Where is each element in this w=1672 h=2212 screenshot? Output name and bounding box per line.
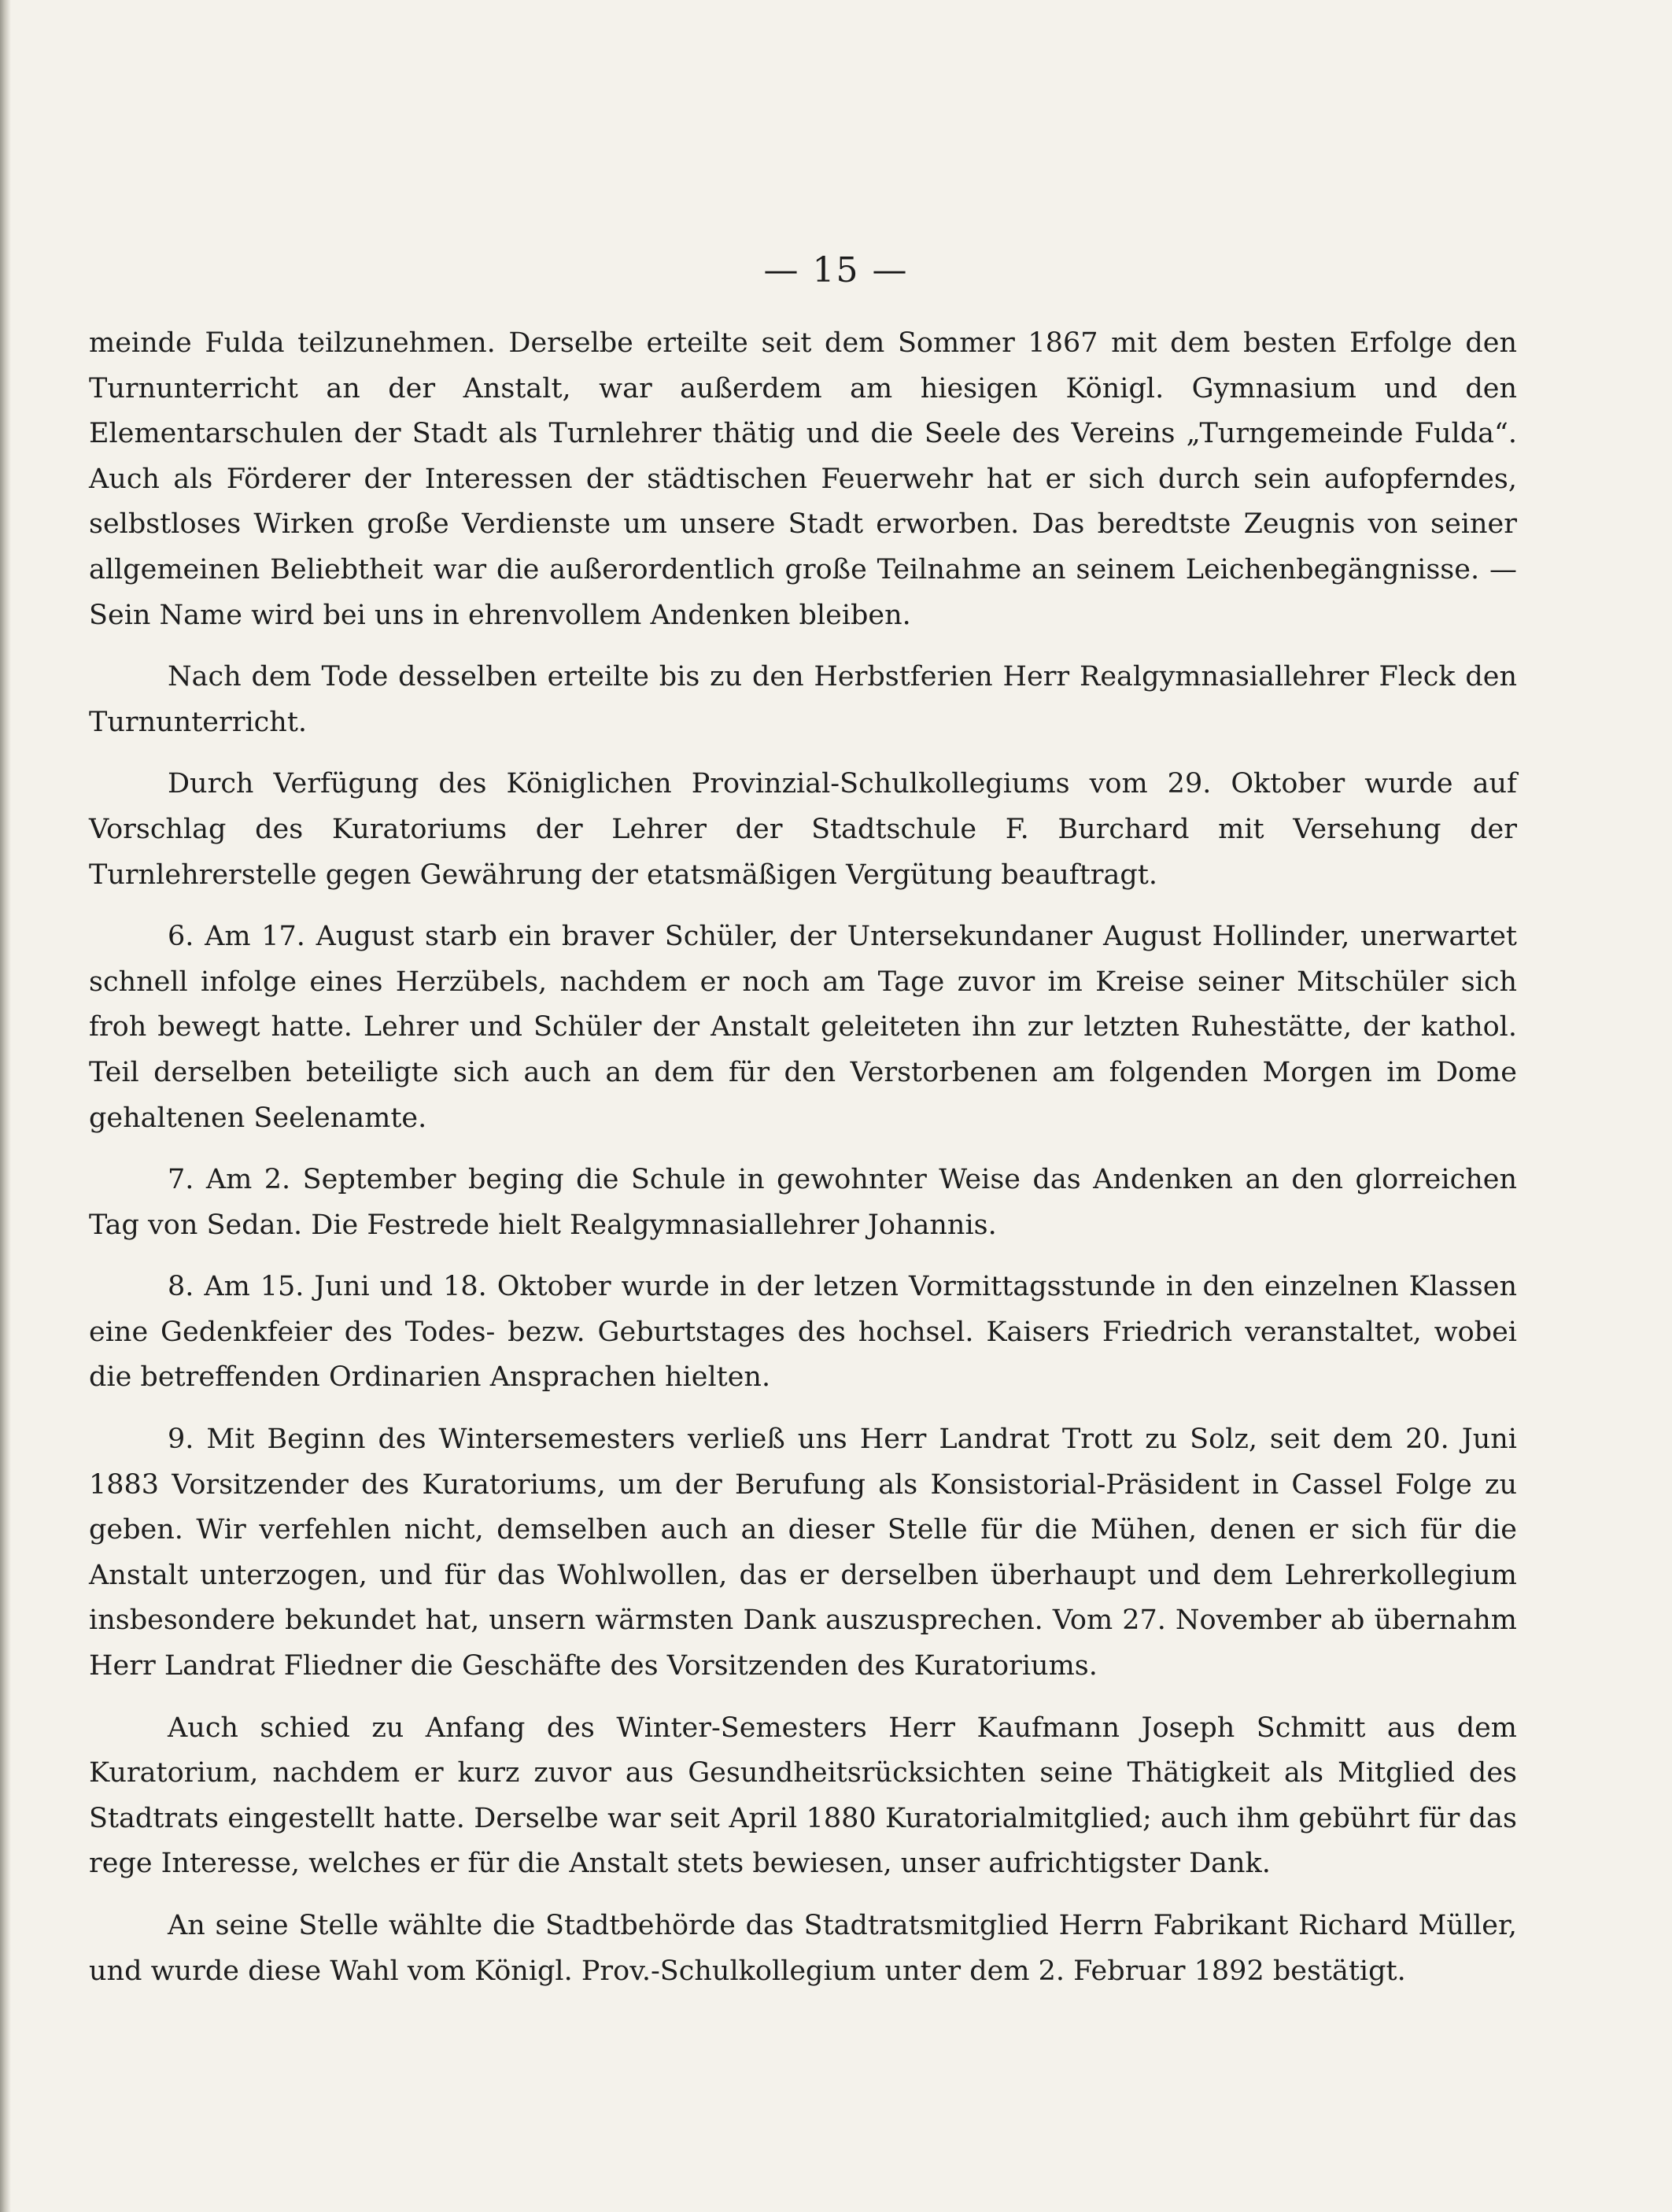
paragraph-continuation: meinde Fulda teilzunehmen. Derselbe erteilte seit dem Sommer 1867 mit dem besten Erfolge den Turnunterricht an der Anstalt, war außerdem am hiesigen Königl. Gymnasium und den Elementarschulen der Stadt als Turnlehrer thätig und die Seele des Vereins „Turngemeinde Fulda“. Auch als Förderer der Interessen der städtischen Feuerwehr hat er sich durch sein aufopferndes, selbstloses Wirken große Verdienste um unsere Stadt erworben. Das beredtste Zeugnis von seiner allgemeinen Beliebtheit war die außerordentlich große Teilnahme an seinem Leichenbegängnisse. — Sein Name wird bei uns in ehrenvollem Andenken bleiben. [89,327,1517,631]
page-number-header: — 15 — [763,250,909,290]
page-body [89,321,1517,2011]
paragraph-schmitt: Auch schied zu Anfang des Winter-Semesters Herr Kaufmann Joseph Schmitt aus dem Kuratorium, nachdem er kurz zuvor aus Gesundheitsrücksichten seine Thätigkeit als Mitglied des Stadtrats eingestellt hatte. Derselbe war seit April 1880 Kuratorialmitglied; auch ihm gebührt für das rege Interesse, welches er für die Anstalt stets bewiesen, unser aufrichtigster Dank. [89,1712,1517,1880]
paragraph-burchard: Durch Verfügung des Königlichen Provinzial-Schulkollegiums vom 29. Oktober wurde auf Vorschlag des Kuratoriums der Lehrer der Stadtschule F. Burchard mit Versehung der Turnlehrerstelle gegen Gewährung der etatsmäßigen Vergütung beauftragt. [89,768,1517,891]
paragraph-item-7: 7. Am 2. September beging die Schule in gewohnter Weise das Andenken an den glorreichen Tag von Sedan. Die Festrede hielt Realgymnasiallehrer Johannis. [89,1164,1517,1241]
paragraph-fleck: Nach dem Tode desselben erteilte bis zu den Herbstferien Herr Realgymnasiallehrer Fleck den Turnunterricht. [89,661,1517,738]
page-binding-edge [0,0,11,2212]
paragraph-item-6: 6. Am 17. August starb ein braver Schüler, der Untersekundaner August Hollinder, unerwartet schnell infolge eines Herzübels, nachdem er noch am Tage zuvor im Kreise seiner Mitschüler sich froh bewegt hatte. Lehrer und Schüler der Anstalt geleiteten ihn zur letzten Ruhestätte, der kathol. Teil derselben beteiligte sich auch an dem für den Verstorbenen am folgenden Morgen im Dome gehaltenen Seelenamte. [89,921,1517,1134]
paragraph-item-9: 9. Mit Beginn des Wintersemesters verließ uns Herr Landrat Trott zu Solz, seit dem 20. Juni 1883 Vorsitzender des Kuratoriums, um der Berufung als Konsistorial-Präsident in Cassel Folge zu geben. Wir verfehlen nicht, demselben auch an dieser Stelle für die Mühen, denen er sich für die Anstalt unterzogen, und für das Wohlwollen, das er derselben überhaupt und dem Lehrerkollegium insbesondere bekundet hat, unsern wärmsten Dank auszusprechen. Vom 27. November ab übernahm Herr Landrat Fliedner die Geschäfte des Vorsitzenden des Kuratoriums. [89,1424,1517,1682]
paragraph-mueller: An seine Stelle wählte die Stadtbehörde das Stadtratsmitglied Herrn Fabrikant Richard Müller, und wurde diese Wahl vom Königl. Prov.-Schulkollegium unter dem 2. Februar 1892 bestätigt. [89,1910,1517,1987]
paragraph-item-8: 8. Am 15. Juni und 18. Oktober wurde in der letzen Vormittagsstunde in den einzelnen Klassen eine Gedenkfeier des Todes- bezw. Geburtstages des hochsel. Kaisers Friedrich veranstaltet, wobei die betreffenden Ordinarien Ansprachen hielten. [89,1271,1517,1394]
